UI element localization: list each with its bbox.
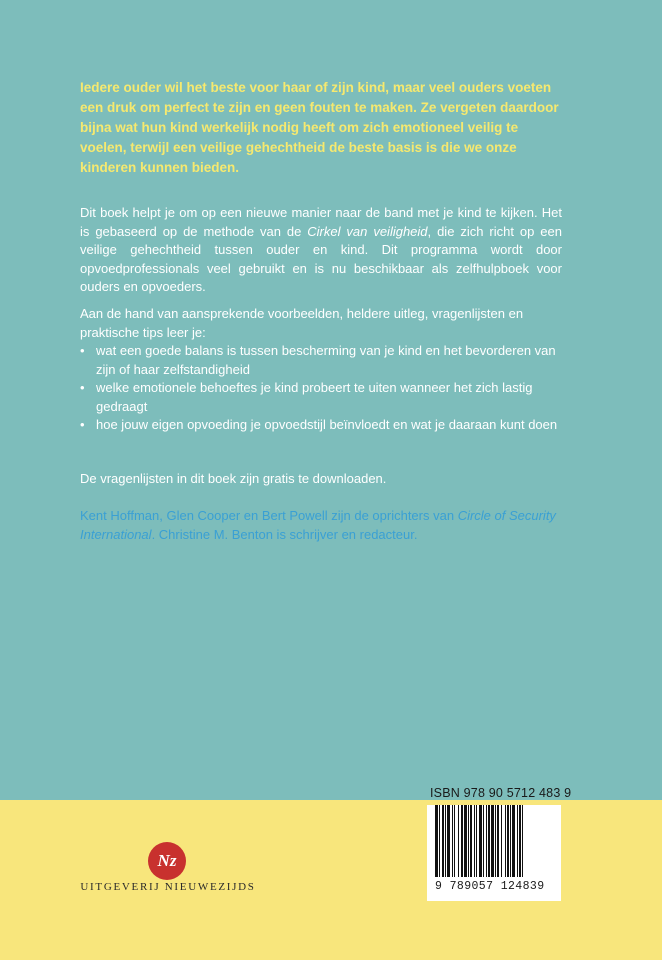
list-item: • hoe jouw eigen opvoeding je opvoedstijl beïnvloedt en wat je daaraan kunt doen — [80, 416, 562, 435]
list-item: • welke emotionele behoeftes je kind probeert te uiten wanneer het zich lastig gedraagt — [80, 379, 562, 416]
list-item: • wat een goede balans is tussen bescherming van je kind en het bevorderen van zijn of haar zelfstandigheid — [80, 342, 562, 379]
authors-text-end: . Christine M. Benton is schrijver en redacteur. — [151, 526, 418, 542]
isbn-label: ISBN 978 90 5712 483 9 — [430, 786, 572, 800]
description-paragraph — [80, 204, 562, 297]
barcode-icon — [433, 805, 555, 879]
description-text-end: , die zich richt op een veilige gehechtheid tussen ouder en kind. Dit programma wordt door opvoedprofessionals veel gebruikt en is nu beschikbaar als zelfhulpboek voor ouders en opvoeders. — [80, 223, 562, 294]
method-name: Cirkel van veiligheid — [307, 223, 428, 239]
learning-section — [80, 305, 562, 435]
barcode — [427, 805, 561, 901]
publisher-logo-letters: Nz — [157, 851, 177, 870]
cover-bottom-panel — [0, 800, 662, 960]
publisher-name: UITGEVERIJ NIEUWEZIJDS — [80, 881, 256, 893]
publisher-logo-icon — [148, 842, 186, 880]
authors-text-start: Kent Hoffman, Glen Cooper en Bert Powell zijn de oprichters van — [80, 508, 458, 523]
learning-list — [80, 342, 562, 435]
barcode-digits: 9 789057 124839 — [435, 880, 545, 893]
download-note: De vragenlijsten in dit boek zijn gratis te downloaden. — [80, 471, 387, 486]
authors-paragraph — [80, 507, 562, 544]
description-text-start: Dit boek helpt je om op een nieuwe manier naar de band met je kind te kijken. Het is gebaseerd op de methode van de — [80, 205, 562, 239]
organization-name: Circle of Security International — [80, 508, 556, 542]
intro-paragraph: Iedere ouder wil het beste voor haar of zijn kind, maar veel ouders voeten een druk om perfect te zijn en geen fouten te maken. Ze vergeten daardoor bijna wat hun kind werkelijk nodig heeft om zich emotioneel veilig te voelen, terwijl een veilige gehechtheid de beste basis is die we onze kinderen kunnen bieden. — [80, 80, 559, 175]
learning-intro: Aan de hand van aansprekende voorbeelden, heldere uitleg, vragenlijsten en praktische tips leer je: — [80, 306, 524, 340]
